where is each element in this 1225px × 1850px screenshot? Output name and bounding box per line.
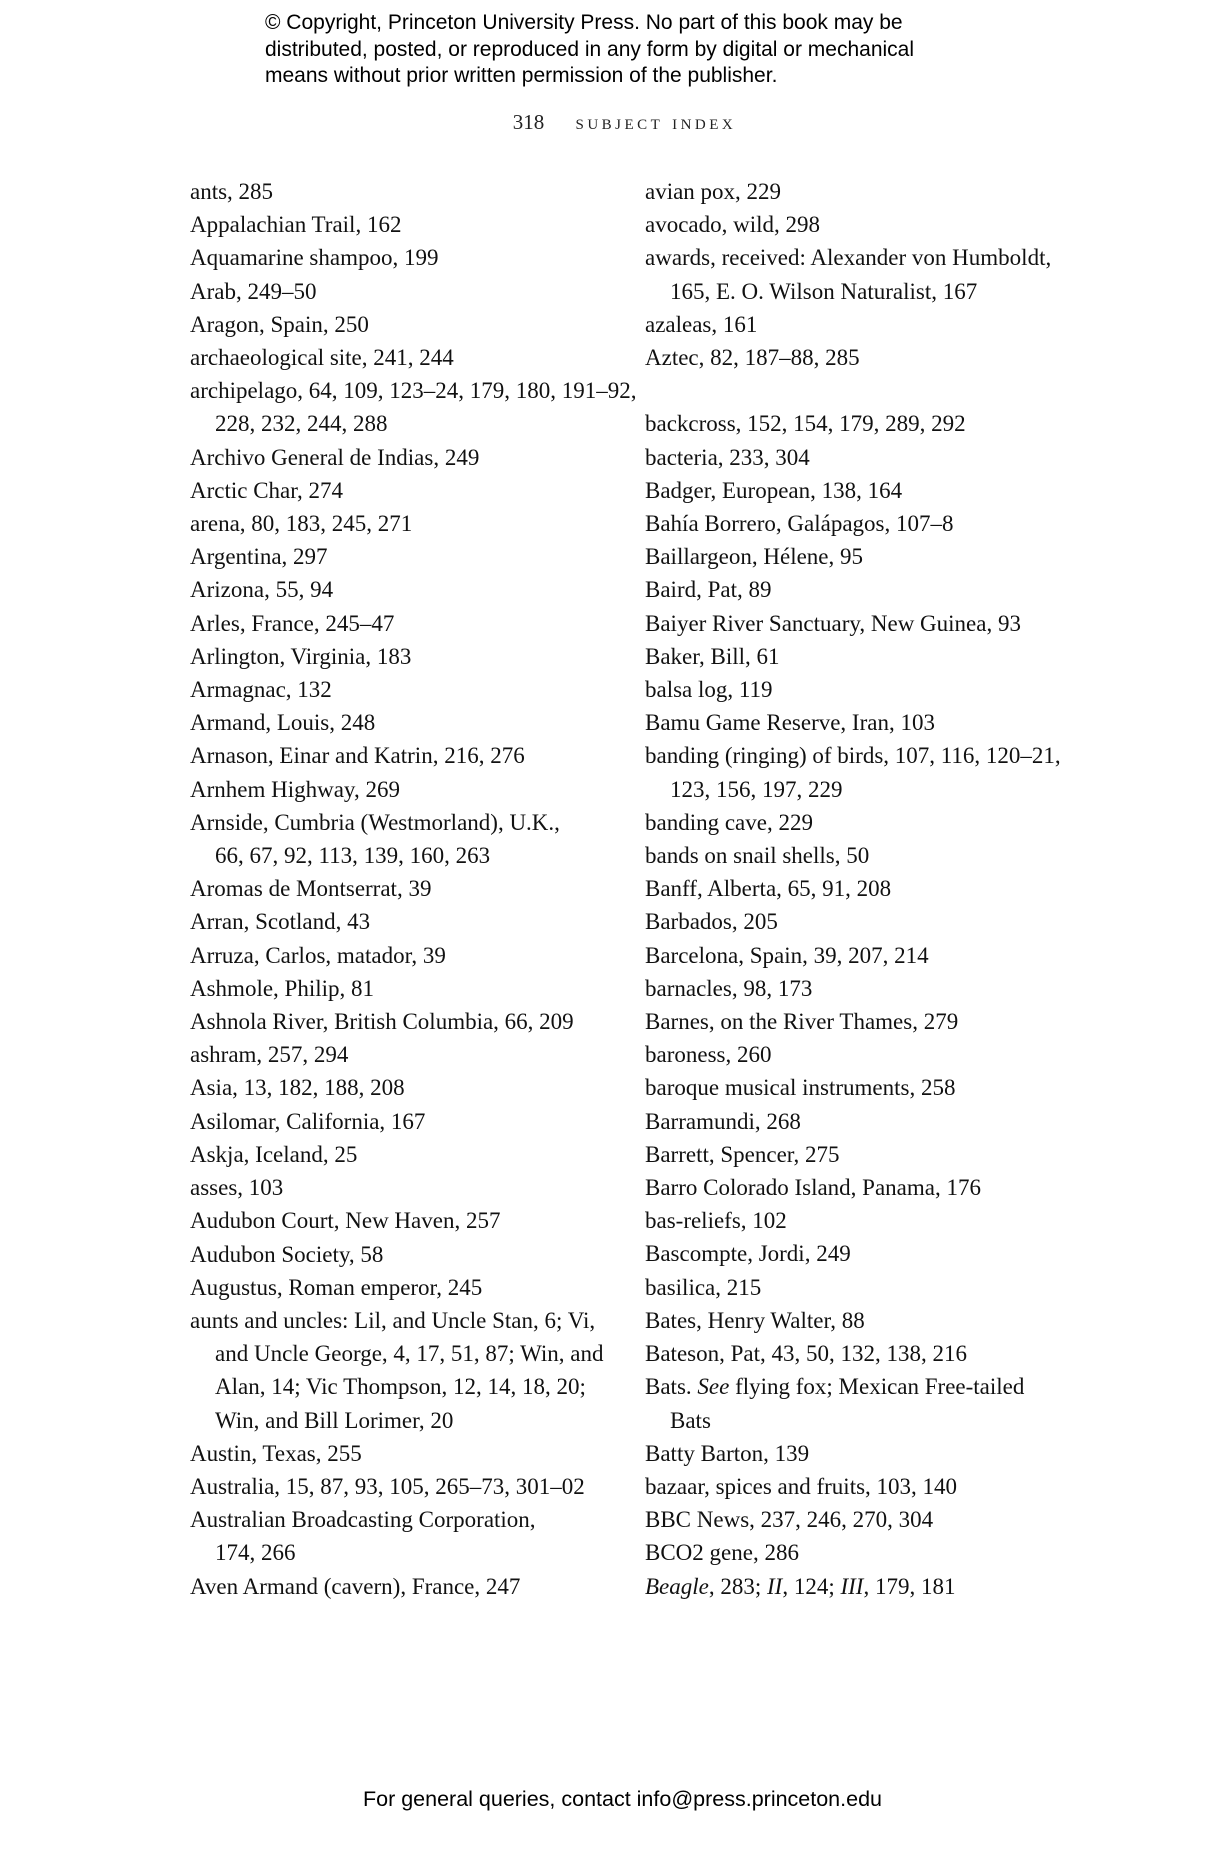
index-entry [190,1171,620,1204]
index-entry-line: baroness, 260 [645,1042,772,1068]
index-entry [190,739,620,772]
index-text-run: See [697,1374,730,1400]
index-entry [645,739,1085,805]
index-column-right [645,175,1085,1603]
index-text-run: flying fox; Mexican Free-tailed [729,1374,1025,1400]
index-entry-line: Barro Colorado Island, Panama, 176 [645,1175,981,1201]
index-entry [645,507,1085,540]
index-entry-line: barnacles, 98, 173 [645,975,813,1001]
index-entry-line: BBC News, 237, 246, 270, 304 [645,1507,934,1533]
index-entry-line: Augustus, Roman emperor, 245 [190,1274,483,1300]
index-entry-line: Badger, European, 138, 164 [645,477,903,503]
index-entry-line: Baillargeon, Hélene, 95 [645,544,864,570]
index-entry [645,308,1085,341]
index-entry-line: Argentina, 297 [190,544,328,570]
index-entry [190,441,620,474]
index-entry-line: Baker, Bill, 61 [645,643,780,669]
index-entry-line: Arles, France, 245–47 [190,610,395,636]
index-entry-line: Arran, Scotland, 43 [190,909,371,935]
index-entry [645,1071,1085,1104]
index-entry [190,1503,620,1569]
index-entry-line: Batty Barton, 139 [645,1440,810,1466]
index-entry-line: ashram, 257, 294 [190,1042,349,1068]
index-entry [645,1204,1085,1237]
index-group-b [645,407,1085,1602]
index-entry [645,939,1085,972]
footer-contact: For general queries, contact info@press.princeton.edu [362,1787,882,1811]
index-entry [645,573,1085,606]
index-entry [645,341,1085,374]
index-entry-line: asses, 103 [190,1175,284,1201]
index-entry [190,374,637,440]
index-entry [645,1337,1085,1370]
index-entry [190,905,620,938]
index-entry [190,1271,620,1304]
index-entry [645,407,1085,440]
index-entry-line: Arruza, Carlos, matador, 39 [190,942,446,968]
index-entry-line: archipelago, 64, 109, 123–24, 179, 180, 191–92, [190,378,637,404]
index-entry [645,640,1085,673]
index-entry [645,1304,1085,1337]
index-entry-line: Bamu Game Reserve, Iran, 103 [645,710,935,736]
index-entry-line: Arnside, Cumbria (Westmorland), U.K., [190,809,560,835]
index-entry-line: Ashmole, Philip, 81 [190,975,375,1001]
index-entry-line: Aragon, Spain, 250 [190,311,369,337]
index-text-run: Beagle [645,1573,709,1599]
index-entry-line: Arctic Char, 274 [190,477,344,503]
index-entry [190,1570,620,1603]
index-entry [645,872,1085,905]
index-entry-line: Aztec, 82, 187–88, 285 [645,345,860,371]
index-entry-line: Bahía Borrero, Galápagos, 107–8 [645,511,954,537]
index-entry [190,972,620,1005]
index-entry [645,441,1085,474]
index-entry-line: Barcelona, Spain, 39, 207, 214 [645,942,929,968]
index-entry [190,275,620,308]
index-entry [645,1370,1085,1436]
section-title: subject index [575,110,737,134]
index-entry-continuation: 123, 156, 197, 229 [670,776,843,802]
index-text-run: III [840,1573,864,1599]
index-entry [645,241,1085,307]
index-entry-line: azaleas, 161 [645,311,758,337]
index-entry [190,706,620,739]
index-entry [190,540,620,573]
index-entry [645,540,1085,573]
index-entry [190,573,620,606]
index-entry-line: arena, 80, 183, 245, 271 [190,511,413,537]
index-entry-line: baroque musical instruments, 258 [645,1075,956,1101]
index-entry-continuation: 165, E. O. Wilson Naturalist, 167 [670,278,978,304]
index-entry [645,1171,1085,1204]
copyright-line: © Copyright, Princeton University Press. No part of this book may be [265,11,903,34]
index-entry-line: aunts and uncles: Lil, and Uncle Stan, 6; Vi, [190,1307,596,1333]
index-entry [190,1038,620,1071]
index-group-av [645,175,1085,374]
index-entry [190,1470,620,1503]
index-entry-line: Barramundi, 268 [645,1108,801,1134]
index-entry [190,1304,620,1437]
index-entry [645,175,1085,208]
index-entry [190,208,620,241]
index-entry [190,939,620,972]
index-entry [645,706,1085,739]
index-entry [190,1238,620,1271]
index-entry-line: bas-reliefs, 102 [645,1208,787,1234]
index-entry-line: Bates, Henry Walter, 88 [645,1307,865,1333]
index-entry [645,208,1085,241]
index-entry-line: Asilomar, California, 167 [190,1108,426,1134]
index-entry-line: BCO2 gene, 286 [645,1540,799,1566]
index-entry [190,1204,620,1237]
index-entry [190,872,620,905]
index-text-run: , 124; [782,1573,841,1599]
index-entry-line: Aromas de Montserrat, 39 [190,876,432,902]
index-entry-line: Armagnac, 132 [190,677,332,703]
index-entry [190,773,620,806]
index-entry-line: Armand, Louis, 248 [190,710,376,736]
index-entry-line: basilica, 215 [645,1274,762,1300]
index-entry-line: banding cave, 229 [645,809,813,835]
index-entry-continuation: 174, 266 [215,1540,296,1566]
index-entry-line: Arnhem Highway, 269 [190,776,400,802]
letter-group-gap [645,374,1085,407]
index-entry [190,640,620,673]
index-entry [645,1437,1085,1470]
index-entry-line: Barrett, Spencer, 275 [645,1141,840,1167]
index-entry [190,1437,620,1470]
index-entry-line: Arlington, Virginia, 183 [190,643,412,669]
index-entry-continuation: 66, 67, 92, 113, 139, 160, 263 [215,843,491,869]
index-entry-continuation: Alan, 14; Vic Thompson, 12, 14, 18, 20; [215,1374,586,1400]
index-entry-line: balsa log, 119 [645,677,773,703]
index-entry [190,1071,620,1104]
index-entry-line: Baird, Pat, 89 [645,577,772,603]
index-entry [645,1503,1085,1536]
index-entry-line: Australian Broadcasting Corporation, [190,1507,536,1533]
index-column-left [190,175,637,1603]
index-entry [190,673,620,706]
index-entry-line: Ashnola River, British Columbia, 66, 209 [190,1009,574,1035]
index-entry-line: ants, 285 [190,179,274,204]
index-entry-line: backcross, 152, 154, 179, 289, 292 [645,411,966,437]
copyright-line: means without prior written permission of the publisher. [265,64,778,87]
index-entry [190,1138,620,1171]
copyright-notice [265,10,1025,90]
index-entry-line: Arizona, 55, 94 [190,577,334,603]
index-entry [645,1536,1085,1569]
index-text-run: , 179, 181 [863,1573,956,1599]
index-entry [645,1271,1085,1304]
index-entry [190,308,620,341]
index-entry-line: Aquamarine shampoo, 199 [190,245,439,271]
index-entry-line [645,1374,1024,1399]
index-entry-line: Asia, 13, 182, 188, 208 [190,1075,405,1101]
index-entry-line: Bascompte, Jordi, 249 [645,1241,851,1267]
index-entry [645,839,1085,872]
index-entry-line: banding (ringing) of birds, 107, 116, 120–21, [645,743,1061,769]
index-entry [190,1105,620,1138]
index-text-run: , 283; [708,1573,767,1599]
index-entry-line: Arab, 249–50 [190,278,317,304]
index-entry-line: archaeological site, 241, 244 [190,345,454,371]
copyright-line: distributed, posted, or reproduced in any form by digital or mechanical [265,37,915,61]
index-entry [645,972,1085,1005]
index-entry [645,905,1085,938]
index-entry-continuation: 228, 232, 244, 288 [215,411,388,437]
index-text-run: Bats. [645,1374,698,1400]
index-entry [645,1038,1085,1071]
index-entry-continuation: Bats [670,1407,711,1433]
index-entry [190,474,620,507]
index-entry-line: avocado, wild, 298 [645,212,821,238]
index-entry [645,1570,1085,1603]
index-entry-line: bands on snail shells, 50 [645,843,870,869]
index-entry-line: Barnes, on the River Thames, 279 [645,1009,959,1035]
index-entry [190,607,620,640]
page-number: 318 [512,110,545,134]
index-entry-line: Austin, Texas, 255 [190,1440,362,1466]
index-entry [645,673,1085,706]
index-entry-line: Aven Armand (cavern), France, 247 [190,1573,521,1599]
index-entry [645,1138,1085,1171]
index-entry [645,607,1085,640]
index-entry [190,1005,620,1038]
index-entry-line: Bateson, Pat, 43, 50, 132, 138, 216 [645,1341,967,1367]
index-entry [645,806,1085,839]
index-entry [190,241,620,274]
index-entry-line: awards, received: Alexander von Humboldt, [645,245,1052,271]
index-entry-line: Banff, Alberta, 65, 91, 208 [645,876,892,902]
index-entry-continuation: Win, and Bill Lorimer, 20 [215,1407,454,1433]
index-entry-line: Baiyer River Sanctuary, New Guinea, 93 [645,610,1021,636]
index-entry-line: Audubon Society, 58 [190,1241,384,1267]
index-text-run: II [767,1573,783,1599]
index-entry-line: avian pox, 229 [645,179,782,204]
index-entry-line: Arnason, Einar and Katrin, 216, 276 [190,743,525,769]
index-entry [645,1237,1085,1270]
index-entry-line: Appalachian Trail, 162 [190,212,402,238]
index-entry-line: bazaar, spices and fruits, 103, 140 [645,1473,958,1499]
index-entry [190,175,620,208]
index-entry-line: bacteria, 233, 304 [645,444,810,470]
index-entry-line: Audubon Court, New Haven, 257 [190,1208,501,1234]
index-entry-line: Australia, 15, 87, 93, 105, 265–73, 301–02 [190,1473,585,1499]
index-entry-line: Barbados, 205 [645,909,778,935]
index-entry-line: Askja, Iceland, 25 [190,1141,358,1167]
index-entry [190,806,620,872]
index-entry [190,341,620,374]
index-entry-line: Archivo General de Indias, 249 [190,444,480,470]
index-entry [645,1005,1085,1038]
index-entry [645,474,1085,507]
index-entry [190,507,620,540]
running-head [12,110,1225,135]
index-entry [645,1105,1085,1138]
index-entry [645,1470,1085,1503]
index-entry-continuation: and Uncle George, 4, 17, 51, 87; Win, and [215,1341,604,1367]
